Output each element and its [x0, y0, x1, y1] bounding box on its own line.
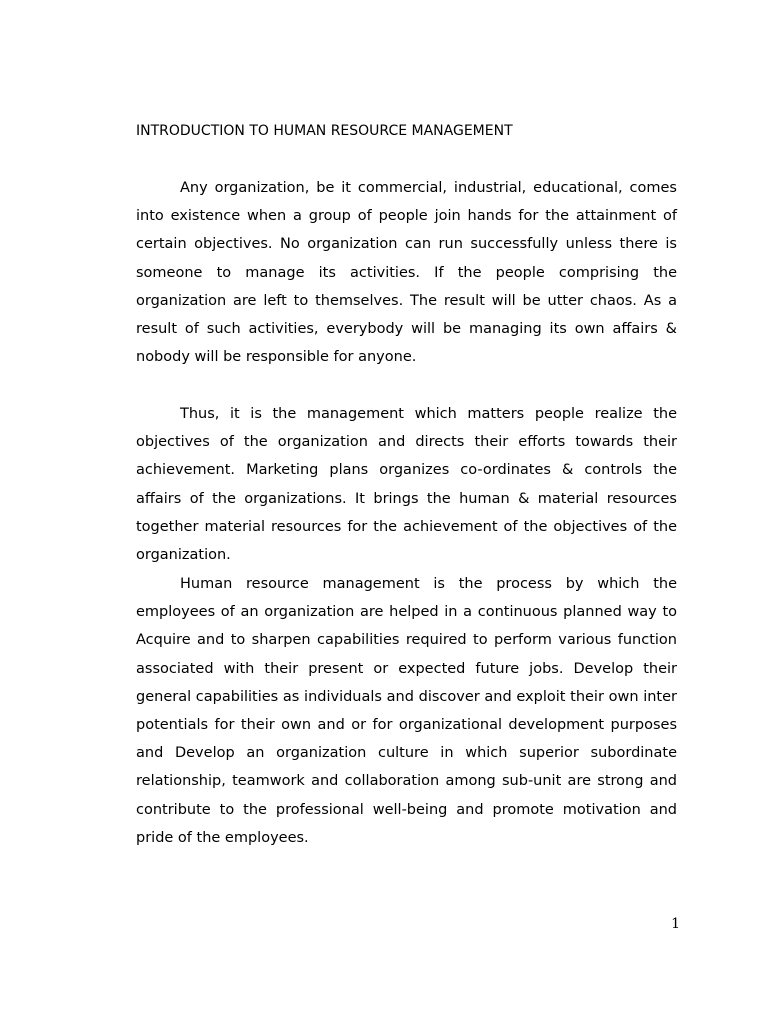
paragraph-1: Any organization, be it commercial, industrial, educational, comes into existence when a group of people join hands for the attainment of certain objectives. No organization can run successfully unless there is someone to manage its activities. If the people comprising the organization are left to themselves. The result will be utter chaos. As a result of such activities, everybody will be managing its own affairs & nobody will be responsible for anyone. [136, 180, 677, 366]
paragraph-3: Human resource management is the process by which the employees of an organization are helped in a continuous planned way to Acquire and to sharpen capabilities required to perform various function associated with their present or expected future jobs. Develop their general capabilities as individuals and discover and exploit their own inter potentials for their own and or for organizational development purposes and Develop an organization culture in which superior subordinate relationship, teamwork and collaboration among sub-unit are strong and contribute to the professional well-being and promote motivation and pride of the employees. [136, 576, 677, 846]
page-number: 1 [671, 916, 680, 932]
paragraph-2: Thus, it is the management which matters people realize the objectives of the organization and directs their efforts towards their achievement. Marketing plans organizes co-ordinates & controls the affairs of the organizations. It brings the human & material resources together material resources for the achievement of the objectives of the organization. [136, 406, 677, 564]
document-title: INTRODUCTION TO HUMAN RESOURCE MANAGEMENT [136, 123, 513, 139]
document-page [136, 0, 677, 1024]
